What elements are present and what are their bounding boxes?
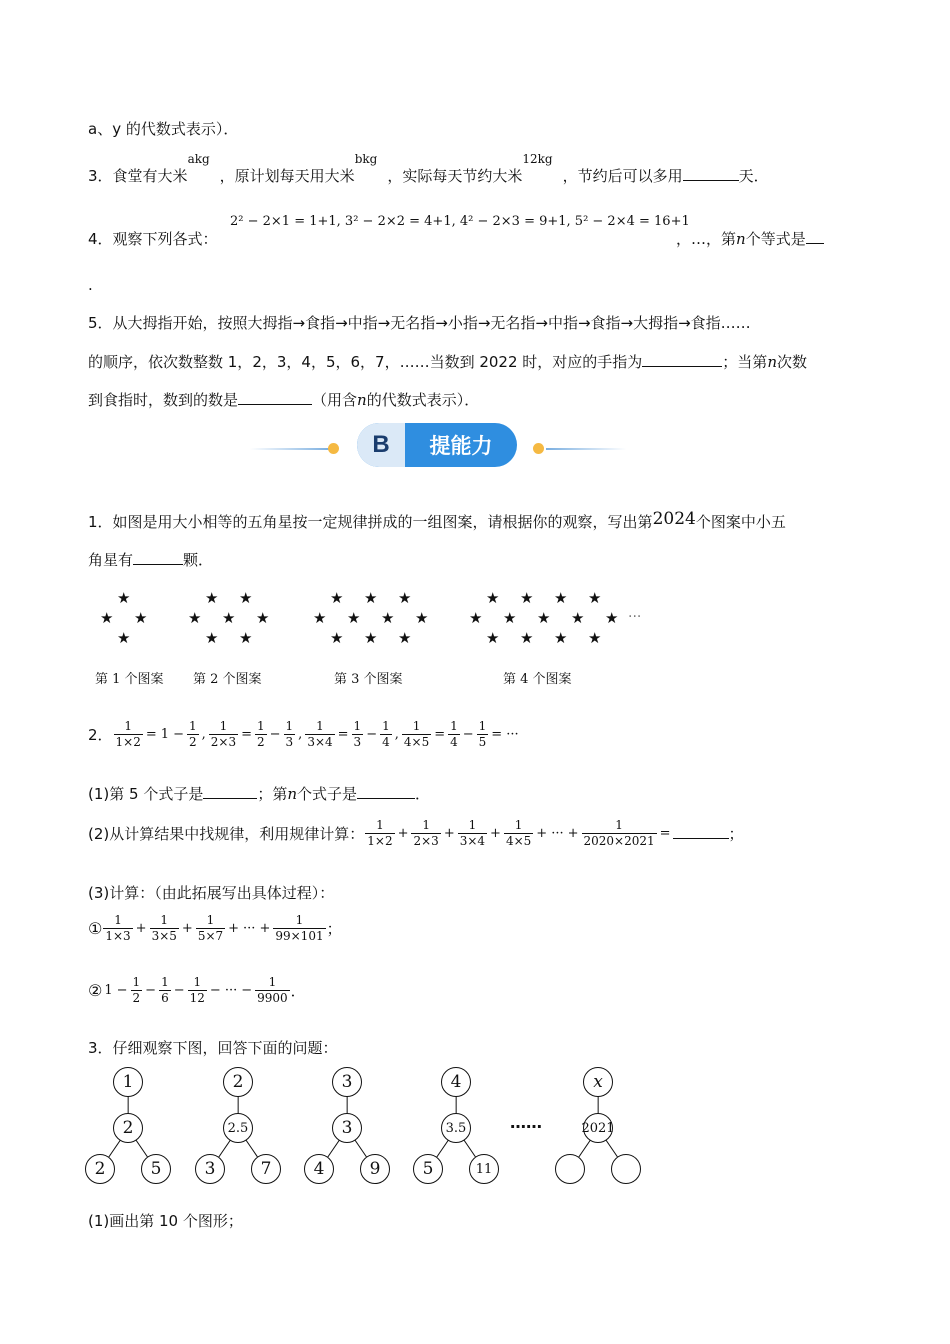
banner-line-left xyxy=(250,448,330,450)
tree-top-node: 2 xyxy=(223,1067,253,1097)
star-icon: ★ xyxy=(503,609,517,627)
star-icon: ★ xyxy=(486,589,500,607)
question-5: 5．从大拇指开始，按照大拇指→食指→中指→无名指→小指→无名指→中指→食指→大拇指→食指…… xyxy=(88,314,751,332)
tree-middle-node: 2.5 xyxy=(223,1113,253,1143)
star-icon: ★ xyxy=(239,629,253,647)
tree-middle-node: 3 xyxy=(332,1113,362,1143)
b2-sub2: (2)从计算结果中找规律，利用规律计算： $\frac{1}{1\times 2}$ + $\frac{1}{2\times 3}$ + $\frac{1}{3\times 4}$ + $\frac{1}{4\times 5}$ + ··· + $\frac{1}{2020\times 2021}$ = ； xyxy=(88,818,744,848)
caption-4: 第 4 个图案 xyxy=(503,672,572,687)
banner-title: 提能力 xyxy=(429,434,493,458)
star-icon: ★ xyxy=(486,629,500,647)
star-icon: ★ xyxy=(256,609,270,627)
question-4: 4．观察下列各式： xyxy=(88,230,218,248)
star-icon: ★ xyxy=(364,589,378,607)
b3-sub1: (1)画出第 10 个图形； xyxy=(88,1212,243,1230)
star-icon: ★ xyxy=(571,609,585,627)
star-icon: ★ xyxy=(554,589,568,607)
answer-blank[interactable] xyxy=(673,828,729,839)
banner-dot-left xyxy=(328,443,339,454)
star-icon: ★ xyxy=(117,589,131,607)
q4-tail: ，…，第n个等式是 xyxy=(676,228,824,249)
star-icon: ★ xyxy=(205,629,219,647)
star-icon: ★ xyxy=(588,589,602,607)
star-icon: ★ xyxy=(117,629,131,647)
tree-top-node: 1 xyxy=(113,1067,143,1097)
star-icon: ★ xyxy=(381,609,395,627)
b1-line2: 角星有 颗． xyxy=(88,551,214,569)
star-icon: ★ xyxy=(222,609,236,627)
tree-top-node: 3 xyxy=(332,1067,362,1097)
banner-line-right xyxy=(546,448,626,450)
banner-dot-right xyxy=(533,443,544,454)
answer-blank[interactable] xyxy=(203,784,257,799)
q4-dot: . xyxy=(88,276,93,294)
question-3: 3．食堂有大米$^{akg}$，原计划每天用大米$^{bkg}$，实际每天节约大米$^{12kg}$，节约后可以多用 天． xyxy=(88,152,769,185)
answer-blank[interactable] xyxy=(238,390,312,405)
fraction: $\frac{1}{1\times 2}$ xyxy=(115,719,141,749)
continuation-line: a、y 的代数式表示）． xyxy=(88,120,239,138)
q4-formula: 2² − 2×1 = 1+1, 3² − 2×2 = 4+1, 4² − 2×3 = 9+1, 5² − 2×4 = 16+1 xyxy=(230,214,690,229)
star-icon: ★ xyxy=(347,609,361,627)
tree-right-node: 5 xyxy=(141,1154,171,1184)
star-icon: ★ xyxy=(330,589,344,607)
tree-right-node: 9 xyxy=(360,1154,390,1184)
tree-top-node: x xyxy=(583,1067,613,1097)
b-question-3: 3．仔细观察下图，回答下面的问题： xyxy=(88,1039,338,1057)
caption-3: 第 3 个图案 xyxy=(334,672,403,687)
tree-middle-node: 2 xyxy=(113,1113,143,1143)
star-icon: ★ xyxy=(313,609,327,627)
star-icon: ★ xyxy=(469,609,483,627)
answer-blank[interactable] xyxy=(806,229,824,244)
figure-ellipsis: ··· xyxy=(628,609,642,625)
star-icon: ★ xyxy=(398,629,412,647)
answer-blank[interactable] xyxy=(357,784,415,799)
b2-sub1: (1)第 5 个式子是 ；第n个式子是 ． xyxy=(88,785,431,803)
b2-calc-1: ① $\frac{1}{1\times 3}$ + $\frac{1}{3\times 5}$ + $\frac{1}{5\times 7}$ + ··· + $\frac{1}{99\times 101}$ ； xyxy=(88,913,342,943)
star-icon: ★ xyxy=(554,629,568,647)
star-icon: ★ xyxy=(415,609,429,627)
star-icon: ★ xyxy=(520,589,534,607)
star-icon: ★ xyxy=(605,609,619,627)
answer-blank[interactable] xyxy=(133,550,183,565)
star-icon: ★ xyxy=(188,609,202,627)
tree-left-node xyxy=(555,1154,585,1184)
tree-left-node: 5 xyxy=(413,1154,443,1184)
caption-1: 第 1 个图案 xyxy=(95,672,164,687)
b2-sub3: (3)计算：（由此拓展写出具体过程）： xyxy=(88,884,335,902)
tree-ellipsis: …… xyxy=(510,1113,542,1132)
star-icon: ★ xyxy=(537,609,551,627)
answer-blank[interactable] xyxy=(642,352,722,367)
caption-2: 第 2 个图案 xyxy=(193,672,262,687)
banner-badge: B xyxy=(372,431,390,458)
tree-left-node: 2 xyxy=(85,1154,115,1184)
star-icon: ★ xyxy=(398,589,412,607)
star-icon: ★ xyxy=(520,629,534,647)
star-icon: ★ xyxy=(239,589,253,607)
tree-left-node: 4 xyxy=(304,1154,334,1184)
star-icon: ★ xyxy=(100,609,114,627)
star-icon: ★ xyxy=(588,629,602,647)
q5-line3: 到食指时，数到的数是 （用含n的代数式表示）． xyxy=(88,391,480,409)
q5-line2: 的顺序，依次数整数 1，2，3，4，5，6，7，……当数到 2022 时，对应的手指为 ；当第n次数 xyxy=(88,353,807,371)
star-icon: ★ xyxy=(134,609,148,627)
b2-calc-2: ② 1 − $\frac{1}{2}$ − $\frac{1}{6}$ − $\frac{1}{12}$ − ··· − $\frac{1}{9900}$ ． xyxy=(88,975,306,1005)
akg-label: akg xyxy=(187,152,210,166)
tree-right-node xyxy=(611,1154,641,1184)
tree-right-node: 11 xyxy=(469,1154,499,1184)
answer-blank[interactable] xyxy=(683,166,739,181)
star-icon: ★ xyxy=(364,629,378,647)
tree-middle-node: 3.5 xyxy=(441,1113,471,1143)
banner-pill xyxy=(357,423,517,467)
b-question-2: 2． $\frac{1}{1\times 2}$ = 1 − $\frac{1}{2}$ , $\frac{1}{2\times 3}$ = $\frac{1}{2}$ − $\frac{1}{3}$ , $\frac{1}{3\times 4}$ = $\frac{1}{3}$ − $\frac{1}{4}$ , $\frac{1}{4\times 5}$ = $\frac{1}{4}$ − $\frac{1}{5}$ = ··· xyxy=(88,719,519,749)
tree-right-node: 7 xyxy=(251,1154,281,1184)
tree-left-node: 3 xyxy=(195,1154,225,1184)
star-icon: ★ xyxy=(205,589,219,607)
b-question-1: 1．如图是用大小相等的五角星按一定规律拼成的一组图案，请根据你的观察，写出第2024个图案中小五 xyxy=(88,509,786,531)
tree-top-node: 4 xyxy=(441,1067,471,1097)
tree-middle-node: 2021 xyxy=(583,1113,613,1143)
star-icon: ★ xyxy=(330,629,344,647)
